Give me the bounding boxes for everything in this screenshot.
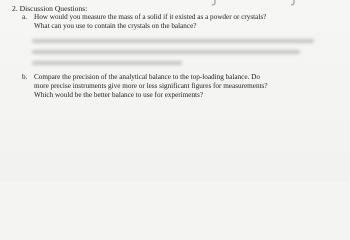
- question-b: [22, 73, 268, 101]
- question-text-line: How would you measure the mass of a solid if it existed as a powder or crystals?: [34, 13, 267, 21]
- question-text-line: Compare the precision of the analytical balance to the top-loading balance. Do: [34, 73, 260, 81]
- handwriting-mark: [286, 0, 300, 6]
- blurred-answer-area: [32, 35, 322, 71]
- question-text-line: more precise instruments give more or less significant figures for measurements?: [34, 82, 268, 91]
- question-marker: a.: [22, 13, 27, 21]
- section-heading: 2. Discussion Questions:: [12, 4, 88, 13]
- question-a: [22, 13, 266, 31]
- handwriting-mark: [208, 0, 222, 6]
- question-text-line: What can you use to contain the crystals on the balance?: [34, 22, 197, 31]
- question-text-line: Which would be the better balance to use for experiments?: [34, 91, 204, 100]
- question-marker: b.: [22, 73, 28, 81]
